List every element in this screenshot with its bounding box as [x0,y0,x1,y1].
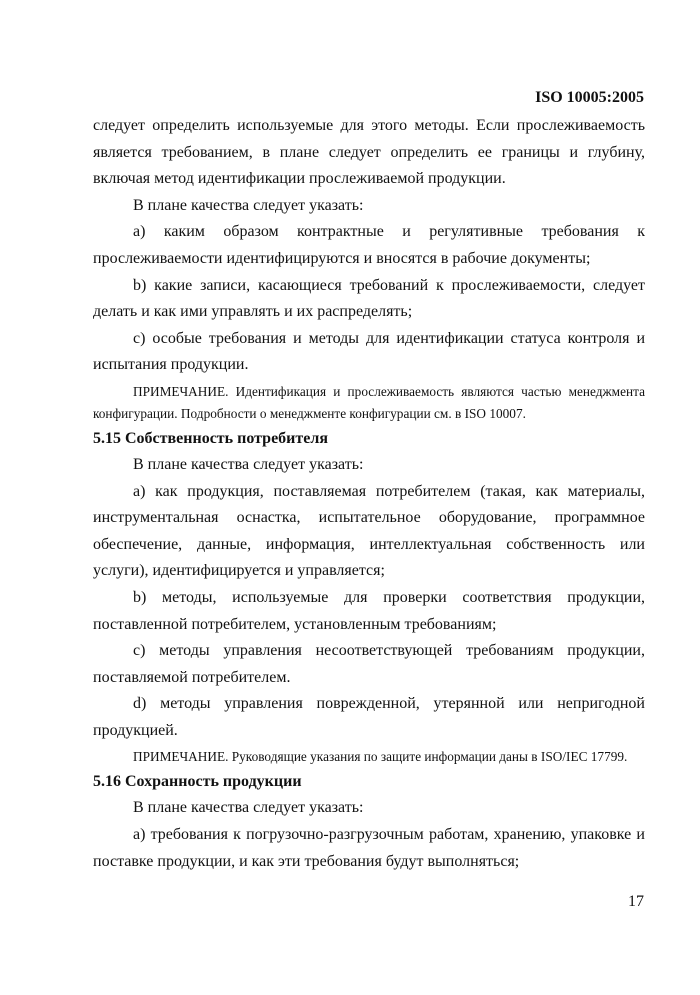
list-item: с) методы управления несоответствующей требованиям продукции, поставляемой потребителем. [93,642,645,686]
section-heading-5-15: 5.15 Собственность потребителя [93,429,328,447]
list-item: b) какие записи, касающиеся требований к прослеживаемости, следует делать и как ими управлять и их распределять; [93,276,645,321]
list-item: b) методы, используемые для проверки соответствия продукции, поставленной потребителем, установленным требованиям; [93,588,645,633]
list-item: d) методы управления поврежденной, утерянной или непригодной продукцией. [93,695,645,739]
page-body [93,113,645,875]
paragraph: В плане качества следует указать: [133,455,364,473]
section-heading-5-16: 5.16 Сохранность продукции [93,773,302,791]
list-item: а) как продукция, поставляемая потребителем (такая, как материалы, инструментальная оснастка, испытательное оборудование, программное обеспечение, данные, информация, интеллектуальная собственность или услуги), идентифицируется и управляется; [93,482,645,580]
list-item: а) требования к погрузочно-разгрузочным работам, хранению, упаковке и поставке продукции, и как эти требования будут выполняться; [93,826,645,870]
paragraph: В плане качества следует указать: [133,799,364,817]
list-item: с) особые требования и методы для идентификации статуса контроля и испытания продукции. [93,329,645,374]
note: ПРИМЕЧАНИЕ. Руководящие указания по защите информации даны в ISO/IEC 17799. [133,749,628,765]
list-item: а) каким образом контрактные и регулятивные требования к прослеживаемости идентифицируются и вносятся в рабочие документы; [93,223,645,267]
standard-identifier: ISO 10005:2005 [535,89,644,106]
paragraph: В плане качества следует указать: [133,196,364,214]
paragraph: следует определить используемые для этого методы. Если прослеживаемость является требованием, в плане следует определить ее границы и глубину, включая метод идентификации прослеживаемой продукции. [93,117,645,188]
note: ПРИМЕЧАНИЕ. Идентификация и прослеживаемость являются частью менеджмента конфигурации. Подробности о менеджменте конфигурации см. в ISO 10007. [93,383,645,421]
page-number: 17 [628,893,644,910]
